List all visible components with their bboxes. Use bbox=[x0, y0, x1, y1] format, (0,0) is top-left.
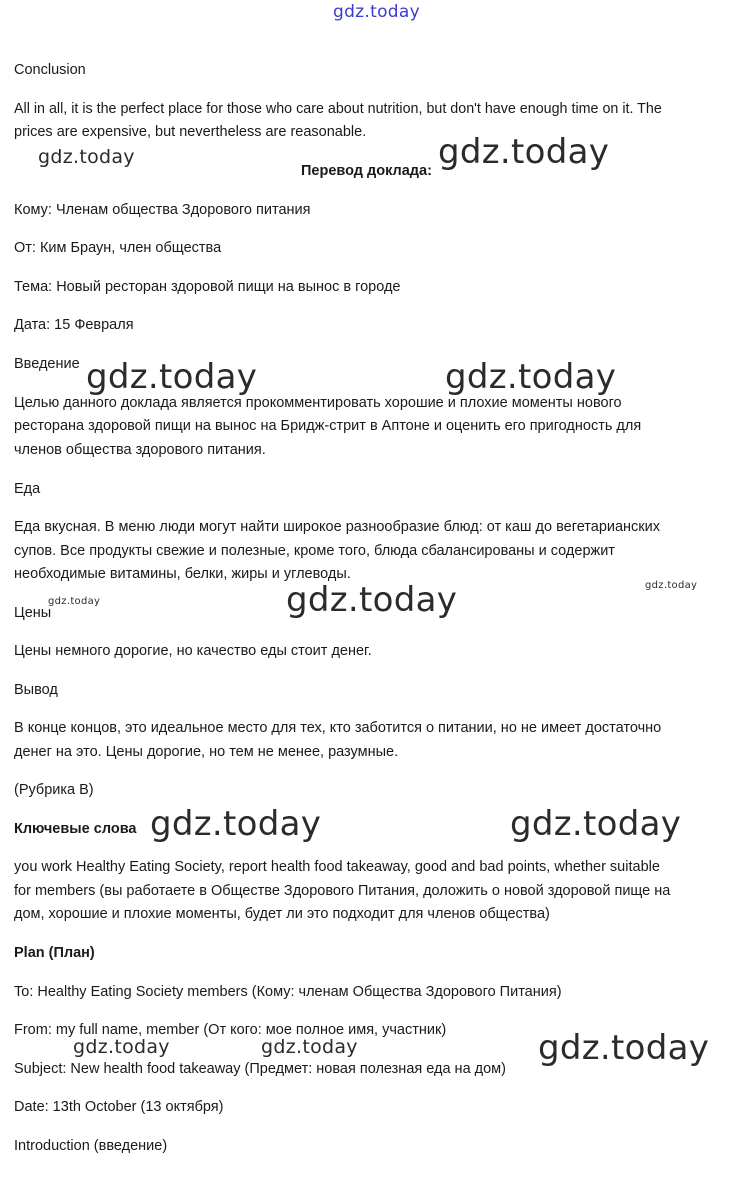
watermark: gdz.today bbox=[510, 804, 682, 844]
watermark: gdz.today bbox=[286, 580, 458, 620]
watermark: gdz.today bbox=[48, 596, 101, 607]
keywords-heading: Ключевые слова bbox=[14, 821, 137, 837]
intro-line-1: Целью данного доклада является прокомментировать хорошие и плохие моменты нового bbox=[14, 395, 622, 411]
plan-date: Date: 13th October (13 октября) bbox=[14, 1099, 224, 1115]
prices-text: Цены немного дорогие, но качество еды стоит денег. bbox=[14, 643, 372, 659]
header-watermark: gdz.today bbox=[333, 2, 420, 22]
conclusion-en-line-2: prices are expensive, but nevertheless are reasonable. bbox=[14, 124, 367, 140]
memo-subject: Тема: Новый ресторан здоровой пищи на вынос в городе bbox=[14, 279, 401, 295]
intro-heading: Введение bbox=[14, 356, 80, 372]
plan-intro: Introduction (введение) bbox=[14, 1138, 168, 1154]
memo-date: Дата: 15 Февраля bbox=[14, 317, 134, 333]
watermark: gdz.today bbox=[438, 132, 610, 172]
conclusion-en-heading: Conclusion bbox=[14, 62, 86, 78]
watermark: gdz.today bbox=[445, 357, 617, 397]
conclusion-ru-line-1: В конце концов, это идеальное место для тех, кто заботится о питании, но не имеет достаточно bbox=[14, 720, 662, 736]
conclusion-en-line-1: All in all, it is the perfect place for those who care about nutrition, but don't have enough time on it. The bbox=[14, 101, 662, 117]
watermark: gdz.today bbox=[73, 1036, 170, 1058]
memo-from: От: Ким Браун, член общества bbox=[14, 240, 222, 256]
keywords-line-1: you work Healthy Eating Society, report health food takeaway, good and bad points, whether suitable bbox=[14, 859, 660, 875]
conclusion-ru-heading: Вывод bbox=[14, 682, 58, 698]
watermark: gdz.today bbox=[261, 1036, 358, 1058]
memo-to: Кому: Членам общества Здорового питания bbox=[14, 202, 311, 218]
food-line-3: необходимые витамины, белки, жиры и углеводы. bbox=[14, 566, 351, 582]
food-line-2: супов. Все продукты свежие и полезные, кроме того, блюда сбалансированы и содержит bbox=[14, 543, 615, 559]
prices-heading: Цены bbox=[14, 605, 52, 621]
conclusion-ru-line-2: денег на это. Цены дорогие, но тем не менее, разумные. bbox=[14, 744, 399, 760]
food-line-1: Еда вкусная. В меню люди могут найти широкое разнообразие блюд: от каш до вегетарианских bbox=[14, 519, 660, 535]
plan-heading: Plan (План) bbox=[14, 945, 95, 961]
plan-subject: Subject: New health food takeaway (Предмет: новая полезная еда на дом) bbox=[14, 1061, 506, 1077]
watermark: gdz.today bbox=[538, 1028, 710, 1068]
translation-heading: Перевод доклада: bbox=[301, 163, 432, 179]
plan-from: From: my full name, member (От кого: мое полное имя, участник) bbox=[14, 1022, 447, 1038]
watermark: gdz.today bbox=[86, 357, 258, 397]
food-heading: Еда bbox=[14, 481, 41, 497]
intro-line-2: ресторана здоровой пищи на вынос на Бридж-стрит в Аптоне и оценить его пригодность для bbox=[14, 418, 642, 434]
watermark: gdz.today bbox=[150, 804, 322, 844]
plan-to: To: Healthy Eating Society members (Кому: членам Общества Здорового Питания) bbox=[14, 984, 562, 1000]
keywords-line-2: for members (вы работаете в Обществе Здорового Питания, доложить о новой здоровой пище на bbox=[14, 883, 671, 899]
rubric-label: (Рубрика В) bbox=[14, 782, 94, 798]
intro-line-3: членов общества здорового питания. bbox=[14, 442, 266, 458]
watermark: gdz.today bbox=[645, 580, 698, 591]
watermark: gdz.today bbox=[38, 146, 135, 168]
keywords-line-3: дом, хорошие и плохие моменты, будет ли это подходит для членов общества) bbox=[14, 906, 550, 922]
